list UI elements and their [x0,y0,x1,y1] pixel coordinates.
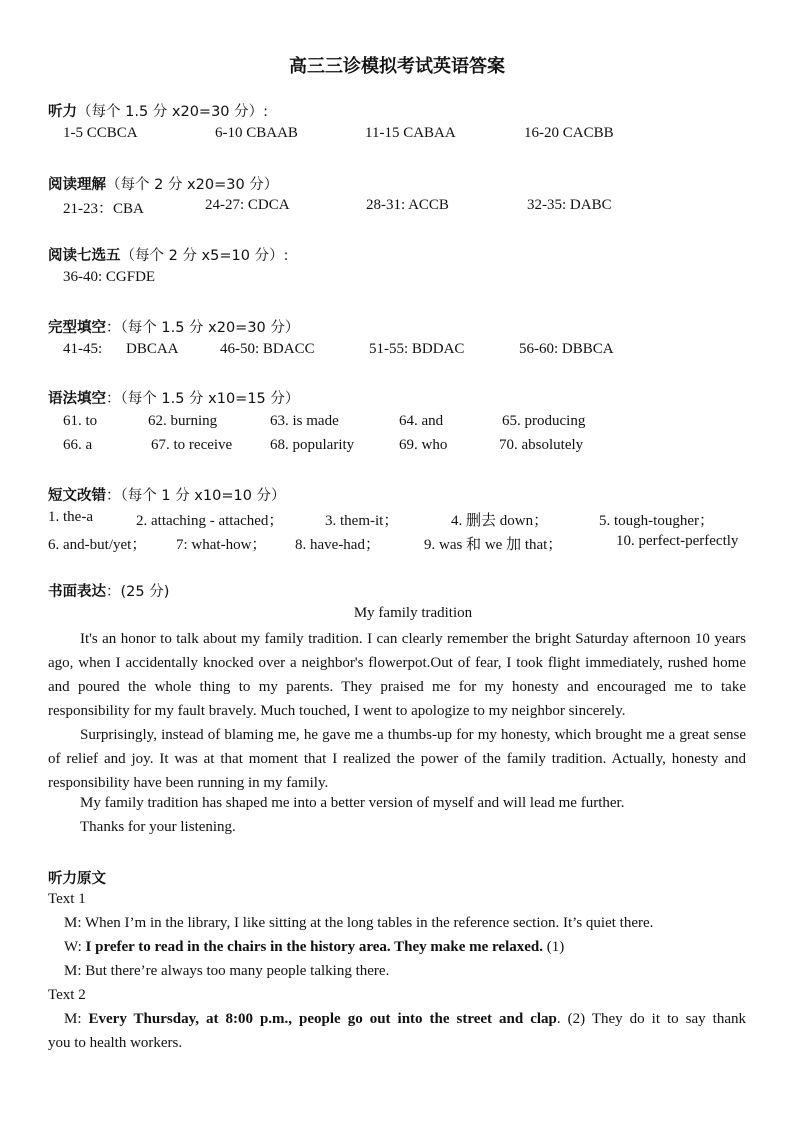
correction-answer: 4. 删去 down； [451,513,549,529]
grammar-answer: 70. absolutely [499,437,584,453]
correction-answer: 1. the-a [48,509,93,525]
grammar-answer: 63. is made [270,413,339,429]
listening-answer: 6-10 CBAAB [215,125,298,141]
dialogue-line [64,1011,746,1028]
reading-answer: 24-27: CDCA [205,197,290,213]
transcript-heading [48,867,106,888]
essay-paragraph: My family tradition has shaped me into a better version of myself and will lead me further. [80,795,625,811]
cloze-answer: 41-45: [63,341,103,357]
listening-heading-note: （每个 1.5 分 x20=30 分）: [77,104,269,120]
grammar-answer: 64. and [399,413,444,429]
correction-answer: 10. perfect-perfectly [616,533,739,549]
reading-heading-note: （每个 2 分 x20=30 分） [106,177,279,193]
correction-answer: 9. was 和 we 加 that； [424,537,563,553]
speaker-prefix: M: [64,1011,89,1027]
cloze-answer: 56-60: DBBCA [519,341,614,357]
listening-heading [48,100,268,121]
correction-heading-label: 短文改错 [48,488,106,504]
correction-answer: 3. them-it； [325,513,399,529]
grammar-answer: 65. producing [502,413,586,429]
correction-answer: 7: what-how； [176,537,267,553]
correction-heading [48,484,286,505]
grammar-answer: 61. to [63,413,98,429]
correction-heading-note: ：（每个 1 分 x10=10 分） [106,488,286,504]
essay-paragraph: Surprisingly, instead of blaming me, he gave me a thumbs-up for my honesty, which brought me a great sense of relief and joy. It was at that moment that I realized the power of the family tradition. Actually, honesty and responsibility have been running in my family. [48,727,746,791]
speaker-prefix: W: [64,939,86,955]
cloze-answer: 46-50: BDACC [220,341,315,357]
listening-heading-label: 听力 [48,104,77,120]
grammar-answer: 67. to receive [151,437,233,453]
seven-heading-note: （每个 2 分 x5=10 分）: [120,248,289,264]
reading-answer: 28-31: ACCB [366,197,449,213]
seven-heading-label: 阅读七选五 [48,248,121,264]
seven-answer: 36-40: CGFDE [63,269,156,285]
listening-answer: 1-5 CCBCA [63,125,138,141]
writing-heading-note: ：(25 分) [106,584,170,600]
essay-paragraph: Thanks for your listening. [80,819,236,835]
text-2-label: Text 2 [48,987,86,1003]
key-sentence: I prefer to read in the chairs in the history area. They make me relaxed. [85,939,543,955]
question-marker: (1) [543,939,565,955]
correction-answer: 8. have-had； [295,537,380,553]
dialogue-line: you to health workers. [48,1035,183,1051]
essay-paragraph: It's an honor to talk about my family tradition. I can clearly remember the bright Saturday afternoon 10 years ago, when I accidentally knocked over a neighbor's flowerpot.Out of fear, I took flight immediately, rushed home and poured the whole thing to my parents. They praised me for my honesty and encouraged me to take responsibility for my fault bravely. Much touched, I went to apologize to my neighbor sincerely. [48,631,746,719]
writing-heading [48,580,169,601]
dialogue-line: M: When I’m in the library, I like sitting at the long tables in the reference section. It’s quiet there. [64,915,654,931]
reading-heading-label: 阅读理解 [48,177,106,193]
grammar-heading-label: 语法填空 [48,391,106,407]
reading-heading [48,173,278,194]
page-title: 高三三诊模拟考试英语答案 [289,56,505,77]
essay-title: My family tradition [353,605,473,621]
dialogue-continuation: . (2) They do it to say thank [556,1011,746,1027]
grammar-answer: 68. popularity [270,437,355,453]
dialogue-line: M: But there’re always too many people talking there. [64,963,390,979]
reading-answer: 32-35: DABC [527,197,612,213]
writing-heading-label: 书面表达 [48,584,106,600]
grammar-answer: 66. a [63,437,93,453]
cloze-answer: DBCAA [126,341,179,357]
dialogue-line [64,939,564,956]
grammar-answer: 69. who [399,437,448,453]
correction-answer: 2. attaching - attached； [136,513,284,529]
listening-answer: 16-20 CACBB [524,125,614,141]
cloze-answer: 51-55: BDDAC [369,341,465,357]
cloze-heading-label: 完型填空 [48,320,106,336]
grammar-heading [48,387,299,408]
listening-answer: 11-15 CABAA [365,125,456,141]
grammar-heading-note: ：（每个 1.5 分 x10=15 分） [106,391,300,407]
grammar-answer: 62. burning [148,413,218,429]
cloze-heading [48,316,299,337]
seven-choose-five-heading [48,244,288,265]
reading-answer: 21-23：CBA [63,201,144,217]
correction-answer: 5. tough-tougher； [599,513,714,529]
cloze-heading-note: ：（每个 1.5 分 x20=30 分） [106,320,300,336]
key-sentence: Every Thursday, at 8:00 p.m., people go out into the street and clap [88,1011,557,1027]
correction-answer: 6. and-but/yet； [48,537,147,553]
transcript-heading-label: 听力原文 [48,871,106,887]
text-1-label: Text 1 [48,891,86,907]
